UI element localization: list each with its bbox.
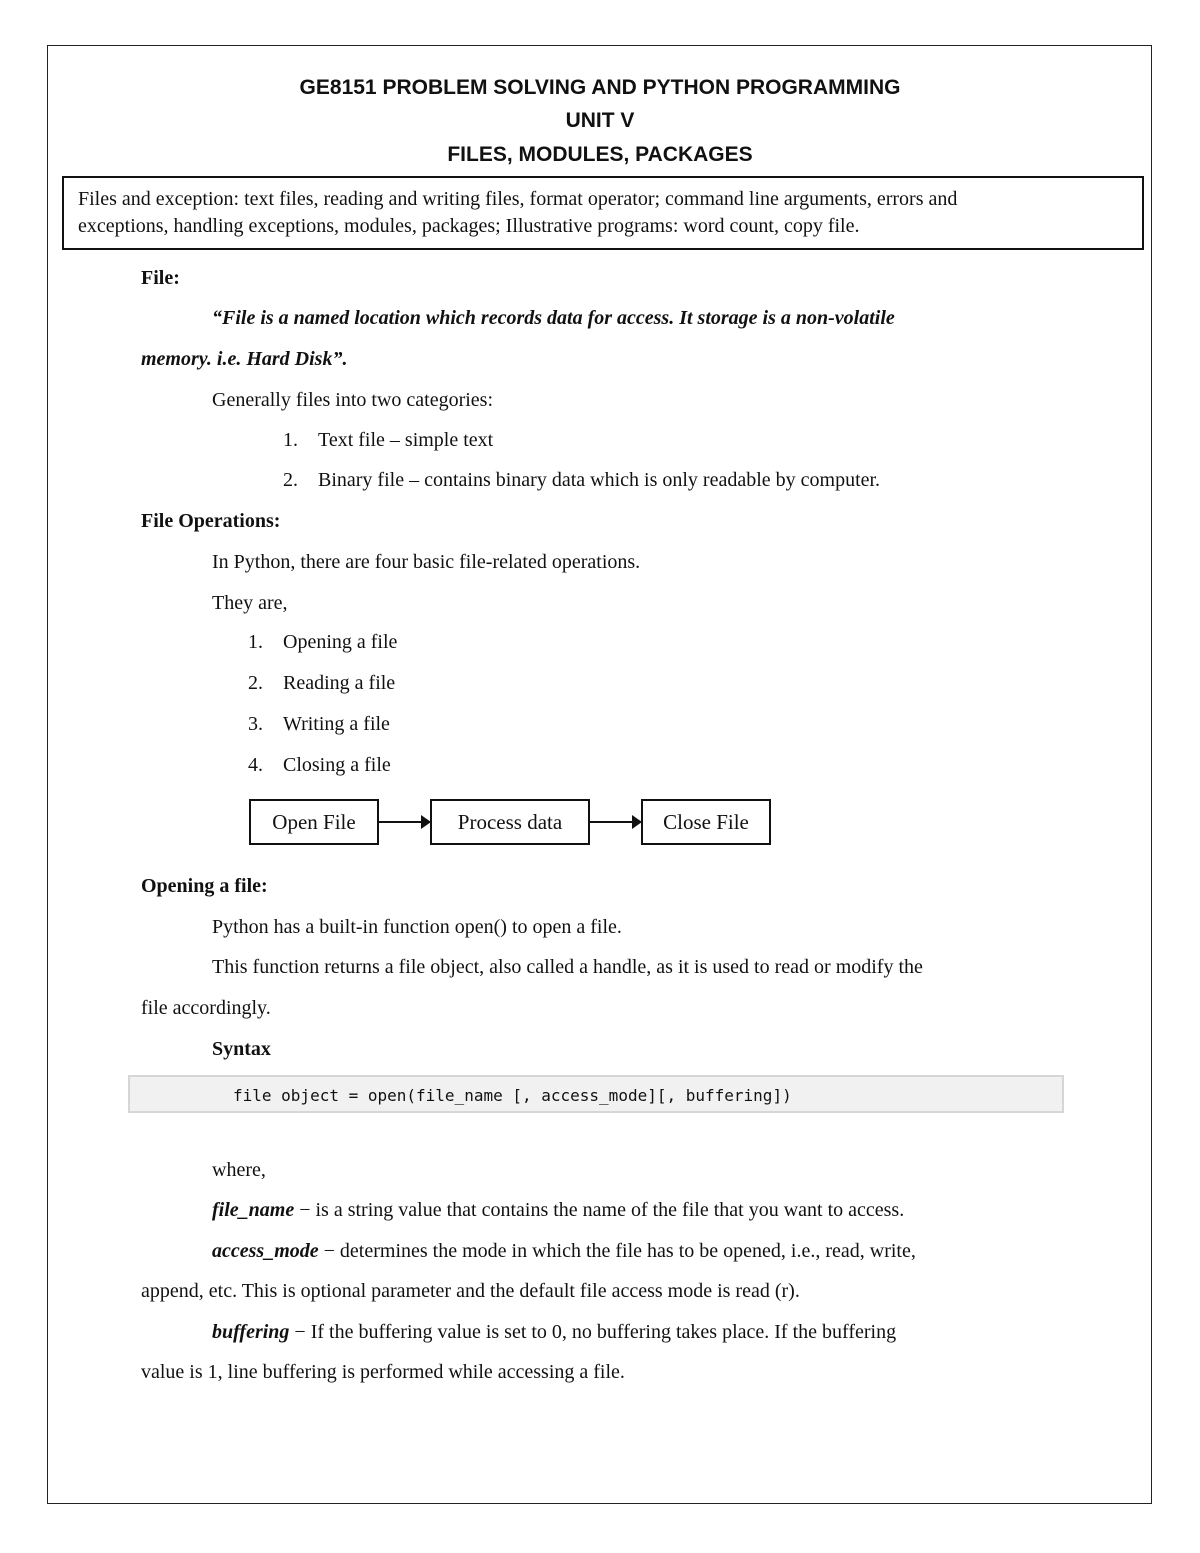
opening-para-1: Python has a built-in function open() to open a file.: [212, 916, 622, 938]
topic-title: FILES, MODULES, PACKAGES: [447, 143, 753, 166]
param-term: buffering: [212, 1321, 290, 1343]
operation-text: Opening a file: [283, 631, 398, 653]
operations-they-are: They are,: [212, 592, 288, 614]
where-label: where,: [212, 1159, 266, 1181]
param-buffering: [212, 1321, 896, 1344]
unit-title: UNIT V: [565, 109, 635, 132]
operation-text: Writing a file: [283, 713, 390, 735]
syntax-label: Syntax: [212, 1038, 271, 1060]
param-desc: − determines the mode in which the file has to be opened, i.e., read, write,: [318, 1240, 916, 1262]
file-definition-line-1: “File is a named location which records data for access. It storage is a non-volatile: [212, 307, 895, 329]
param-access-mode-line-2: append, etc. This is optional parameter and the default file access mode is read (r).: [141, 1280, 800, 1302]
flow-arrow: [590, 821, 640, 823]
syllabus-line-1: Files and exception: text files, reading and writing files, format operator; command line arguments, errors and: [78, 188, 958, 210]
operation-text: Closing a file: [283, 754, 391, 776]
operation-number: 3.: [248, 713, 263, 735]
flow-arrow: [379, 821, 429, 823]
flow-box-process-data: Process data: [430, 799, 590, 845]
operation-number: 2.: [248, 672, 263, 694]
param-buffering-line-2: value is 1, line buffering is performed while accessing a file.: [141, 1361, 625, 1383]
param-desc: − If the buffering value is set to 0, no buffering takes place. If the buffering: [289, 1321, 897, 1343]
operation-number: 1.: [248, 631, 263, 653]
categories-intro: Generally files into two categories:: [212, 389, 494, 411]
param-access-mode: [212, 1240, 916, 1263]
category-number: 1.: [283, 429, 298, 451]
operation-number: 4.: [248, 754, 263, 776]
flow-box-open-file: Open File: [249, 799, 379, 845]
param-file-name: [212, 1199, 904, 1222]
opening-para-2-line-1: This function returns a file object, also called a handle, as it is used to read or modify the: [212, 956, 923, 978]
syllabus-line-2: exceptions, handling exceptions, modules, packages; Illustrative programs: word count, copy file.: [78, 215, 860, 237]
param-term: access_mode: [212, 1240, 319, 1262]
opening-para-2-line-2: file accordingly.: [141, 997, 271, 1019]
syntax-code-block: file object = open(file_name [, access_mode][, buffering]): [128, 1075, 1064, 1113]
file-heading: File:: [141, 267, 180, 289]
flow-box-close-file: Close File: [641, 799, 771, 845]
param-term: file_name: [212, 1199, 295, 1221]
category-text: Text file – simple text: [318, 429, 494, 451]
category-text: Binary file – contains binary data which is only readable by computer.: [318, 469, 881, 491]
syllabus-box: [62, 176, 1144, 250]
operations-intro: In Python, there are four basic file-related operations.: [212, 551, 641, 573]
opening-heading: Opening a file:: [141, 875, 268, 897]
category-number: 2.: [283, 469, 298, 491]
file-operations-heading: File Operations:: [141, 510, 281, 532]
file-definition-line-2: memory. i.e. Hard Disk”.: [141, 348, 348, 370]
operation-text: Reading a file: [283, 672, 396, 694]
course-title: GE8151 PROBLEM SOLVING AND PYTHON PROGRAMMING: [299, 76, 901, 99]
param-desc: − is a string value that contains the name of the file that you want to access.: [294, 1199, 905, 1221]
